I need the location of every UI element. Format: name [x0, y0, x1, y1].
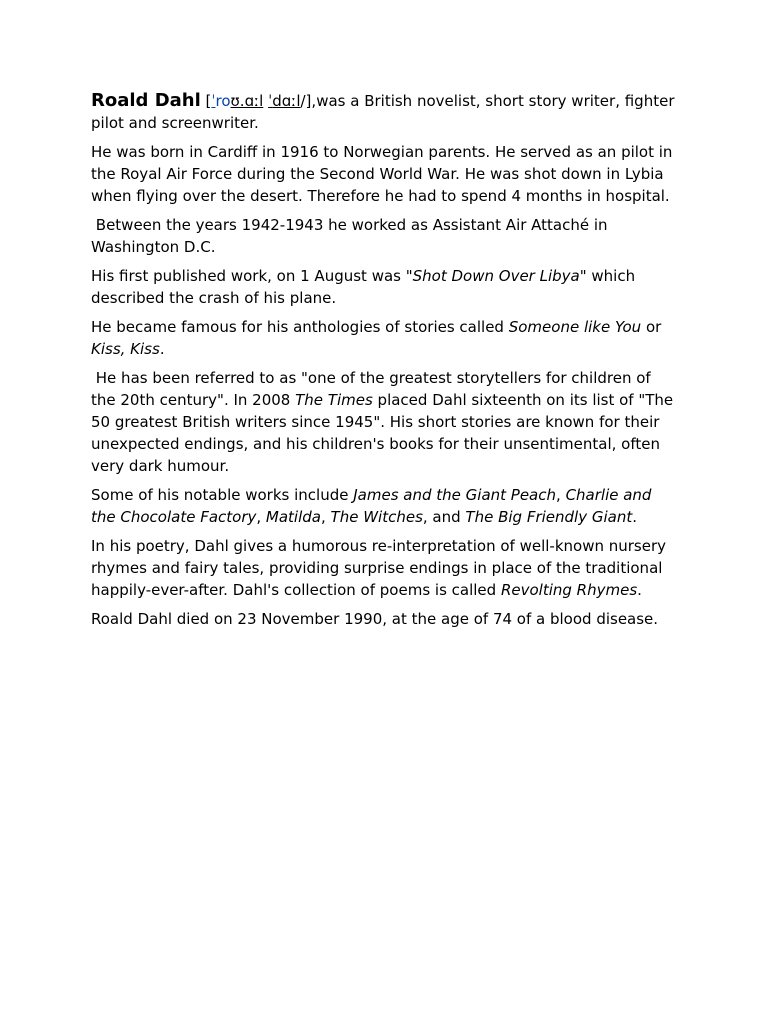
work-title-1: James and the Giant Peach — [353, 486, 557, 504]
anthologies-mid: or — [641, 318, 662, 336]
poems-title: Revolting Rhymes — [500, 581, 638, 599]
ipa-close: /], — [300, 92, 317, 110]
first-work-title: Shot Down Over Libya — [412, 267, 580, 285]
anthologies-after: . — [159, 340, 165, 358]
works-sep-4: , and — [422, 508, 466, 526]
ipa-part-2: dɑːl — [272, 92, 301, 110]
document-body — [91, 90, 679, 637]
poetry-paragraph — [91, 535, 679, 601]
the-times-title: The Times — [295, 391, 373, 409]
ipa-stress-2: ˈ — [268, 92, 273, 110]
first-work-before: His first published work, on 1 August was " — [91, 267, 413, 285]
intro-text: was a British novelist, short story writer, fighter pilot and screenwriter. — [91, 92, 675, 132]
anthologies-before: He became famous for his anthologies of stories called — [91, 318, 509, 336]
reputation-after: placed Dahl sixteenth on its list of "The 50 greatest British writers since 1945". His short stories are known for their unexpected endings, and his children's books for their unsentimental, often very dark humour. — [91, 391, 678, 475]
work-title-3: Matilda — [265, 508, 321, 526]
poetry-before: In his poetry, Dahl gives a humorous re-interpretation of well-known nursery rhymes and fairy tales, providing surprise endings in place of the traditional happily-ever-after. Dahl's collection of poems is called — [91, 537, 667, 599]
ipa-open: [ — [200, 92, 212, 110]
notable-after: . — [632, 508, 638, 526]
anthology-title-2: Kiss, Kiss — [91, 340, 160, 358]
ipa-part-1: ʊ.ɑːl — [230, 92, 264, 110]
ipa-ro-link[interactable]: ro — [215, 92, 231, 110]
notable-before: Some of his notable works include — [91, 486, 354, 504]
works-sep-2: , — [256, 508, 266, 526]
anthologies-paragraph — [91, 316, 679, 360]
works-sep-1: , — [556, 486, 566, 504]
death-paragraph: Roald Dahl died on 23 November 1990, at the age of 74 of a blood disease. — [91, 610, 659, 628]
first-work-paragraph — [91, 265, 679, 309]
poetry-after: . — [637, 581, 642, 599]
intro-paragraph — [91, 90, 679, 134]
reputation-before: He has been referred to as "one of the greatest storytellers for children of the 20th century". In 2008 — [91, 369, 656, 409]
birth-paragraph: He was born in Cardiff in 1916 to Norwegian parents. He served as an pilot in the Royal Air Force during the Second World War. He was shot down in Lybia when flying over the desert. Therefore he had to spend 4 months in hospital. — [91, 143, 673, 205]
first-work-after: " which described the crash of his plane. — [91, 267, 636, 307]
ipa-stress-link[interactable]: ˈ — [211, 92, 216, 110]
reputation-paragraph — [91, 367, 679, 477]
notable-works-paragraph — [91, 484, 679, 528]
attache-paragraph: Between the years 1942-1943 he worked as Assistant Air Attaché in Washington D.C. — [91, 216, 613, 256]
work-title-4: The Witches — [330, 508, 423, 526]
subject-name: Roald Dahl — [91, 90, 201, 111]
anthology-title-1: Someone like You — [508, 318, 642, 336]
work-title-5: The Big Friendly Giant — [465, 508, 633, 526]
work-title-2: Charlie and the Chocolate Factory — [91, 486, 652, 526]
works-sep-3: , — [321, 508, 331, 526]
